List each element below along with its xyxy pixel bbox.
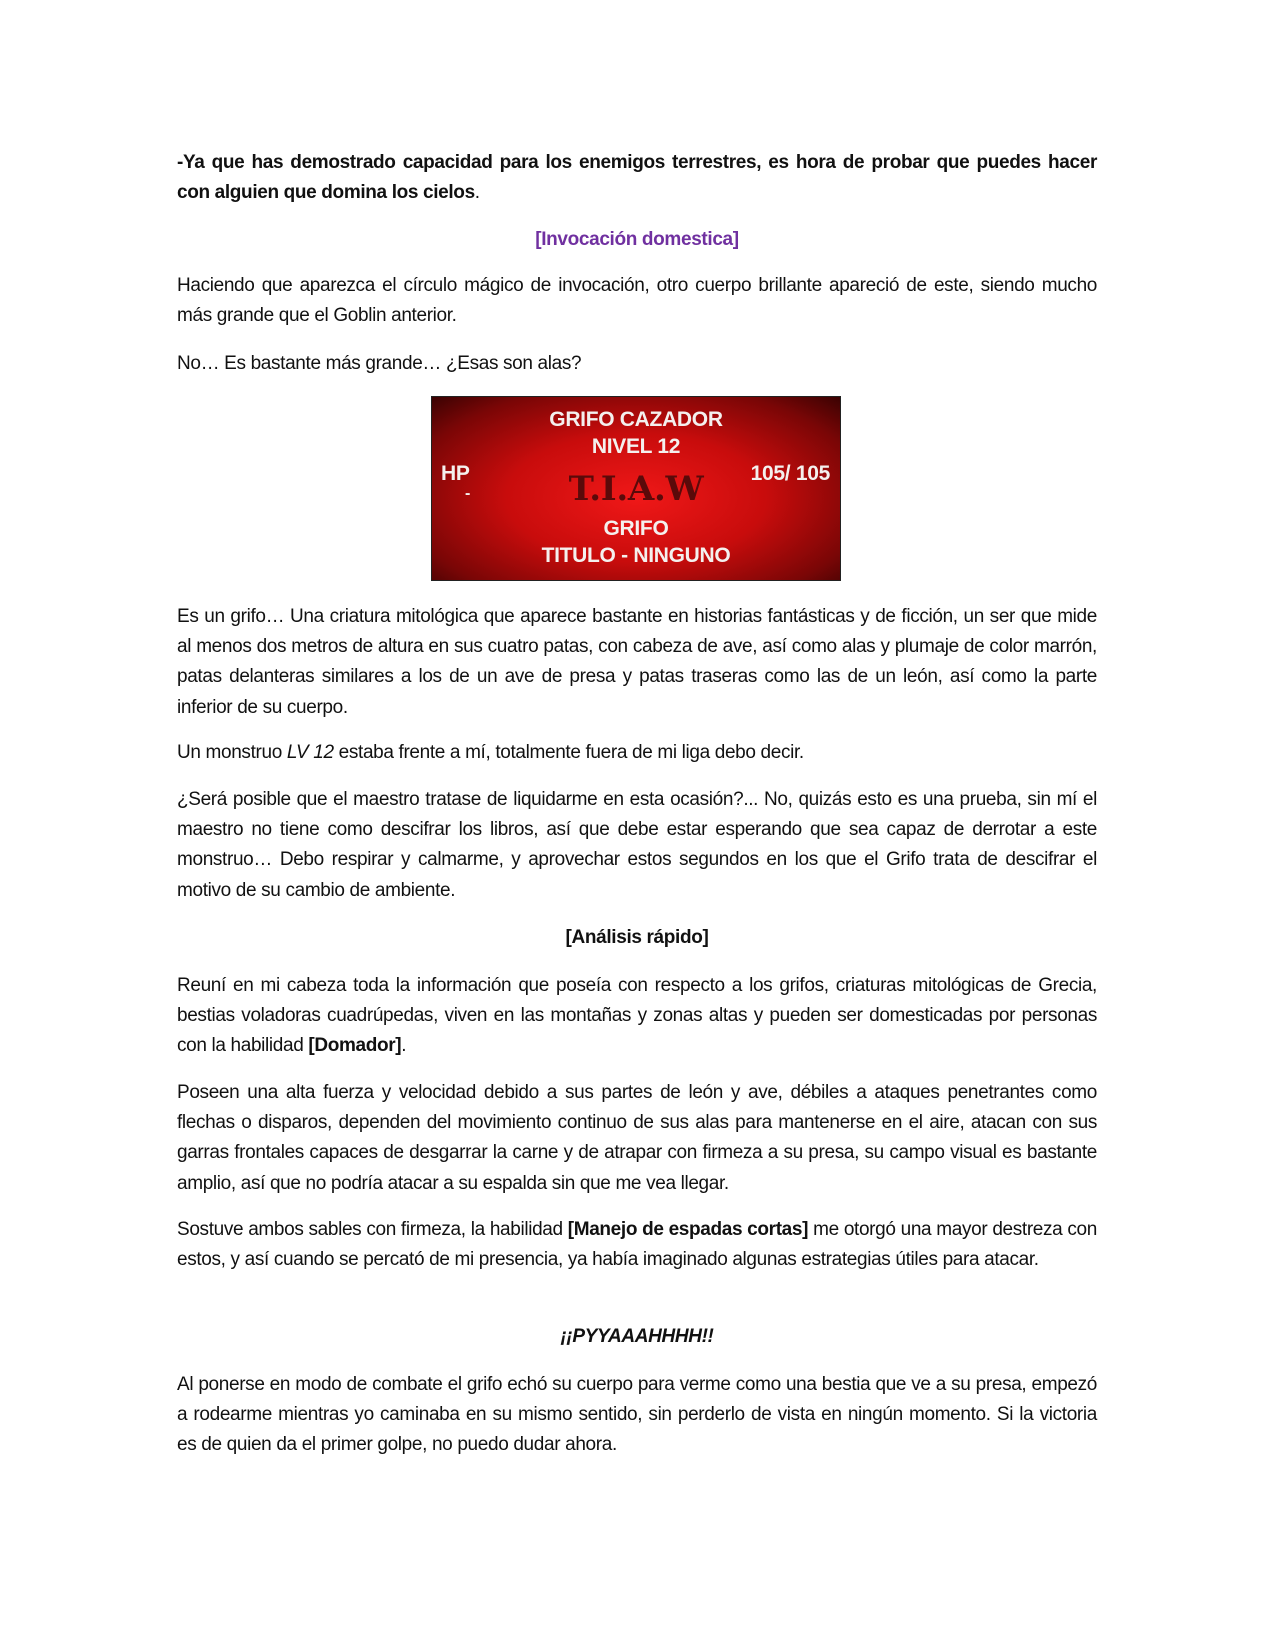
skill-domador: [Domador]: [308, 1035, 402, 1057]
paragraph-dialogue: [177, 148, 1097, 208]
paragraph-6: ¿Será posible que el maestro tratase de liquidarme en esta ocasión?... No, quizás esto es una prueba, sin mí el maestro no tiene como descifrar los libros, así que debe estar esperando que sea capaz de derrotar a este monstruo… Debo respirar y calmarme, y aprovechar estos segundos en los que el Grifo trata de descifrar el motivo de su cambio de ambiente.: [177, 789, 1097, 901]
card-level: NIVEL 12: [591, 435, 681, 458]
text: me otorgó una mayor destreza con estos, y así cuando se percató de mi presencia, ya había imaginado algunas estrategias útiles para atacar.: [177, 1219, 1097, 1271]
heading-scream: ¡¡PYYAAAHHHH!!: [560, 1326, 714, 1347]
card-hp-label: HP: [441, 462, 470, 485]
heading-analisis: [Análisis rápido]: [565, 927, 709, 948]
dialogue-text: -Ya que has demostrado capacidad para los enemigos terrestres, es hora de probar que puedes hacer con alguien que domina los cielos: [177, 152, 1097, 204]
heading-invocacion: [Invocación domestica]: [535, 229, 739, 250]
text: estaba frente a mí, totalmente fuera de mi liga debo decir.: [333, 742, 804, 763]
paragraph-7: [177, 971, 1097, 1062]
paragraph-8: Poseen una alta fuerza y velocidad debido a sus partes de león y ave, débiles a ataques penetrantes como flechas o disparos, dependen del movimiento continuo de sus alas para mantenerse en el aire, atacan con sus garras frontales capaces de desgarrar la carne y de atrapar con firmeza a su presa, su campo visual es bastante amplio, así que no podría atacar a su espalda sin que me vea llegar.: [177, 1082, 1097, 1194]
card-hp-dash: -: [465, 485, 471, 502]
paragraph-3: No… Es bastante más grande… ¿Esas son alas?: [177, 353, 582, 374]
card-hp-value: 105/ 105: [750, 462, 830, 485]
level-text: LV 12: [286, 742, 334, 763]
paragraph-9: [177, 1215, 1097, 1275]
status-card-image: [431, 396, 841, 581]
text: Sostuve ambos sables con firmeza, la habilidad: [177, 1219, 568, 1240]
watermark: T.I.A.W: [568, 469, 704, 509]
card-name: GRIFO CAZADOR: [549, 408, 723, 431]
paragraph-4: Es un grifo… Una criatura mitológica que aparece bastante en historias fantásticas y de ficción, un ser que mide al menos dos metros de altura en sus cuatro patas, con cabeza de ave, así como alas y plumaje de color marrón, patas delanteras similares a los de un ave de presa y patas traseras como las de un león, así como la parte inferior de su cuerpo.: [177, 606, 1097, 718]
paragraph-10: Al ponerse en modo de combate el grifo echó su cuerpo para verme como una bestia que ve a su presa, empezó a rodearme mientras yo caminaba en su mismo sentido, sin perderlo de vista en ningún momento. Si la victoria es de quien da el primer golpe, no puedo dudar ahora.: [177, 1374, 1097, 1456]
text: .: [401, 1035, 407, 1057]
card-species: GRIFO: [603, 517, 669, 540]
dialogue-end: .: [474, 182, 480, 204]
paragraph-5: [177, 738, 1097, 768]
paragraph-2: Haciendo que aparezca el círculo mágico de invocación, otro cuerpo brillante apareció de este, siendo mucho más grande que el Goblin anterior.: [177, 275, 1097, 327]
text: Reuní en mi cabeza toda la información que poseía con respecto a los grifos, criaturas mitológicas de Grecia, bestias voladoras cuadrúpedas, viven en las montañas y zonas altas y pueden ser domesticadas por personas con la habilidad: [177, 975, 1097, 1057]
text: Un monstruo: [177, 742, 287, 763]
card-title: TITULO - NINGUNO: [541, 544, 731, 567]
skill-espadas: [Manejo de espadas cortas]: [567, 1219, 809, 1240]
